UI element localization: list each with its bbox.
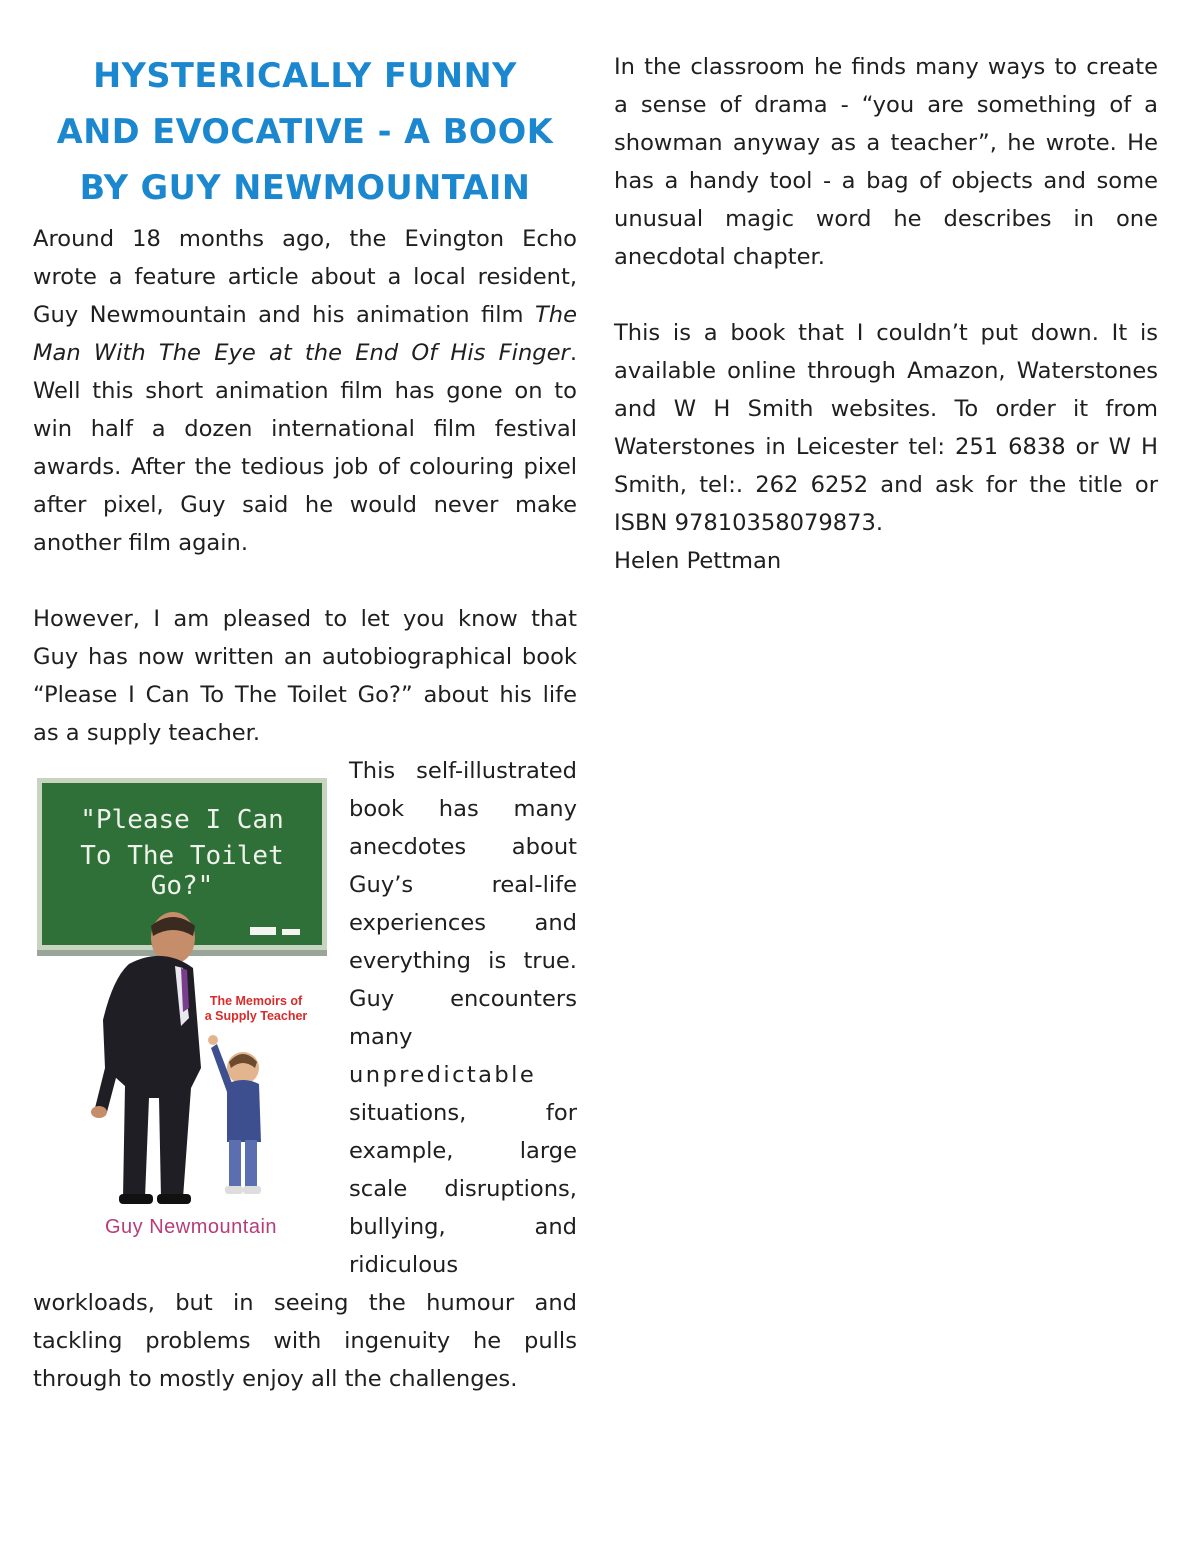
intro-text-start: Around 18 months ago, the Evington Echo wrote a feature article about a local resident, Guy Newmountain and his animation film — [33, 226, 577, 328]
description-text-end: situations, for example, large scale disruptions, bullying, and ridiculous workloads, but in seeing the humour and tackling problems with ingenuity he pulls through to mostly enjoy all the challenges. — [33, 1100, 577, 1392]
classroom-paragraph: In the classroom he finds many ways to create a sense of drama - “you are something of a showman anyway as a teacher”, he wrote. He has a handy tool - a bag of objects and some unusual magic word he describes in one anecdotal chapter. — [614, 54, 1158, 270]
headline — [33, 48, 577, 216]
film-title: The Man With The Eye at the End Of His Finger — [33, 302, 577, 366]
right-column — [614, 48, 1158, 580]
book-announcement-paragraph: However, I am pleased to let you know that Guy has now written an autobiographical book “Please I Can To The Toilet Go?” about his life as a supply teacher. — [33, 606, 577, 746]
availability-paragraph: This is a book that I couldn’t put down. It is available online through Amazon, Waterstones and W H Smith websites. To order it from Waterstones in Leicester tel: 251 6838 or W H Smith, tel:. 262 6252 and ask for the title or ISBN 97810358079873. — [614, 320, 1158, 536]
intro-text-end: . Well this short animation film has gone on to win half a dozen international film festival awards. After the tedious job of colouring pixel after pixel, Guy said he would never make another film again. — [33, 340, 577, 556]
headline-line-2: AND EVOCATIVE - A BOOK — [56, 112, 554, 151]
intro-paragraph — [33, 220, 577, 562]
cover-title-line-1: "Please I Can — [80, 805, 284, 835]
cover-subtitle-line-1: The Memoirs of — [209, 994, 303, 1008]
cover-subtitle — [183, 994, 329, 1024]
cover-author: Guy Newmountain — [104, 1216, 278, 1238]
cover-subtitle-line-2: a Supply Teacher — [204, 1009, 308, 1023]
spaced-word: unpredictable — [349, 1062, 537, 1088]
book-cover-image — [33, 768, 329, 1258]
author-signature: Helen Pettman — [614, 548, 782, 574]
cover-title-line-2: To The Toilet Go?" — [80, 841, 284, 901]
headline-line-3: BY GUY NEWMOUNTAIN — [79, 168, 531, 207]
left-column — [33, 48, 577, 1398]
description-text-start: This self-illustrated book has many anecdotes about Guy’s real-life experiences and everything is true. Guy encounters many — [349, 758, 577, 1050]
teacher-and-boy-illustration — [33, 768, 329, 1208]
headline-line-1: HYSTERICALLY FUNNY — [93, 56, 517, 95]
boy-body — [227, 1080, 261, 1142]
